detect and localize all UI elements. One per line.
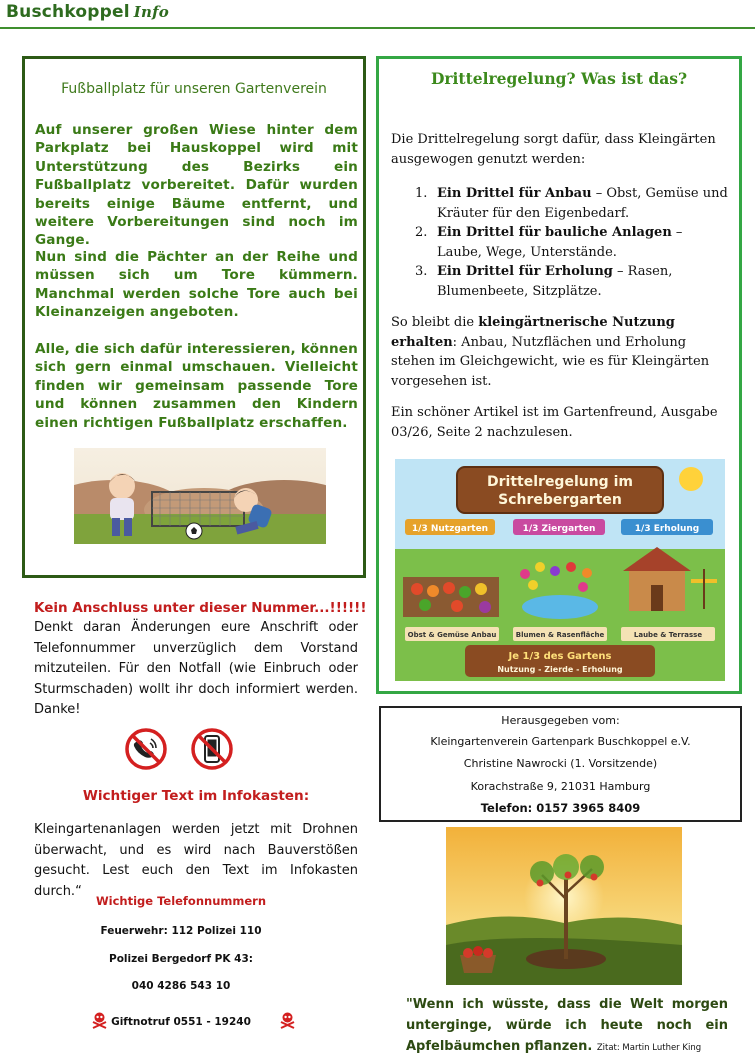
football-paragraph-1: Auf unserer großen Wiese hinter dem Parkplatz bei Hauskoppel wird mit Unterstützung des Bezirks ein Fußballplatz vorbereitet. Dafür wurden bereits einige Bäume entfernt, und weitere Vorbereitungen sind noch im Gange.	[35, 122, 358, 249]
list-item-text: – Laube, Wege, Unterstände.	[437, 225, 683, 260]
logo-suffix: Info	[133, 3, 169, 21]
infobox-heading: Wichtiger Text im Infokasten:	[82, 788, 310, 804]
quote-author: Zitat: Martin Luther King	[596, 1043, 702, 1053]
summary-suffix: : Anbau, Nutzflächen und Erholung stehen im Gleichgewicht, wie es für Kleingärten vorgesehen ist.	[391, 334, 710, 389]
phone-poison-control: Giftnotruf 0551 - 19240	[111, 1016, 251, 1028]
football-paragraph-3: Alle, die sich dafür interessieren, können sich gern einmal umschauen. Vielleicht finden wir gemeinsam passende Tore und können zusammen den Kindern einen richtigen Fußballplatz erschaffen.	[35, 341, 358, 431]
skull-crossbones-icon	[280, 1012, 295, 1029]
infobox-body: Kleingartenanlagen werden jetzt mit Drohnen überwacht, und es wird nach Bauverstößen gesucht. Lest euch den Text im Infokasten durch.“	[34, 822, 358, 899]
list-item	[391, 184, 729, 223]
no-mobile-phone-icon	[190, 727, 234, 771]
skull-crossbones-icon	[92, 1012, 107, 1029]
section-label-1: Obst & Gemüse Anbau	[407, 631, 497, 639]
football-kids-illustration	[74, 448, 326, 544]
list-item-number: 1.	[415, 186, 428, 201]
phone-police-label: Polizei Bergedorf PK 43:	[109, 953, 253, 965]
phone-numbers-heading: Wichtige Telefonnummern	[95, 894, 267, 908]
contact-alert-body: Denkt daran Änderungen eure Anschrift oder Telefonnummer unverzüglich dem Vorstand mitzuteilen. Für den Notfall (wie Einbruch oder Sturmschaden) wollt ihr doch informiert werden. Danke!	[34, 620, 358, 718]
ribbon-nutzgarten-label: 1/3 Nutzgarten	[411, 524, 489, 534]
header-divider	[0, 27, 755, 29]
newsletter-logo	[6, 2, 169, 22]
list-item-text: – Obst, Gemüse und Kräuter für den Eigenbedarf.	[437, 186, 728, 221]
list-item-bold: Ein Drittel für Anbau	[437, 186, 592, 201]
banner-line-1: Drittelregelung im	[487, 474, 633, 490]
list-item	[391, 262, 729, 301]
publisher-chair: Christine Nawrocki (1. Vorsitzende)	[463, 757, 658, 770]
vegetable-bed	[403, 577, 499, 617]
sun-icon	[679, 467, 703, 491]
drittelregelung-list	[391, 184, 729, 301]
apple-basket	[460, 946, 496, 973]
ribbon-erholung-label: 1/3 Erholung	[634, 524, 700, 534]
phone-police-number: 040 4286 543 10	[131, 980, 231, 992]
ribbon-ziergarten-label: 1/3 Ziergarten	[522, 524, 596, 534]
list-item-bold: Ein Drittel für Erholung	[437, 264, 613, 279]
publisher-phone: Telefon: 0157 3965 8409	[480, 801, 641, 815]
no-phone-call-icon	[124, 727, 168, 771]
banner-line-2: Schrebergarten	[498, 492, 622, 508]
publisher-address: Korachstraße 9, 21031 Hamburg	[470, 780, 651, 793]
drittelregelung-intro: Die Drittelregelung sorgt dafür, dass Kleingärten ausgewogen genutzt werden:	[391, 132, 716, 167]
list-item-number: 2.	[415, 225, 428, 240]
section-label-2: Blumen & Rasenfläche	[515, 631, 605, 639]
publisher-label: Herausgegeben vom:	[501, 714, 620, 727]
list-item	[391, 223, 729, 262]
publisher-box	[379, 706, 742, 822]
logo-text: Buschkoppel	[6, 2, 130, 22]
drittelregelung-summary	[391, 313, 729, 391]
quote-block	[406, 994, 728, 1059]
list-item-text: – Rasen, Blumenbeete, Sitzplätze.	[437, 264, 673, 299]
section-label-3: Laube & Terrasse	[633, 631, 703, 639]
bottom-banner-line-2: Nutzung - Zierde - Erholung	[497, 665, 623, 674]
football-article-title: Fußballplatz für unseren Gartenverein	[61, 81, 327, 97]
summary-prefix: So bleibt die	[391, 315, 479, 330]
apple-tree-illustration	[446, 827, 682, 985]
list-item-bold: Ein Drittel für bauliche Anlagen	[437, 225, 672, 240]
summary-bold: kleingärtnerische Nutzung erhalten	[391, 315, 675, 350]
drittelregelung-infographic	[395, 459, 725, 681]
football-ball	[186, 523, 202, 539]
list-item-number: 3.	[415, 264, 428, 279]
publisher-organization: Kleingartenverein Gartenpark Buschkoppel e.V.	[430, 735, 691, 748]
phone-emergency-line: Feuerwehr: 112 Polizei 110	[100, 925, 262, 937]
contact-alert-title: Kein Anschluss unter dieser Nummer...!!!!!!	[34, 600, 367, 616]
drittelregelung-title: Drittelregelung? Was ist das?	[430, 69, 688, 88]
quote-text: "Wenn ich wüsste, dass die Welt morgen unterginge, würde ich heute noch ein Apfelbäumchen pflanzen.	[406, 997, 728, 1054]
drittelregelung-reference: Ein schöner Artikel ist im Gartenfreund, Ausgabe 03/26, Seite 2 nachzulesen.	[391, 405, 718, 440]
bottom-banner-line-1: Je 1/3 des Gartens	[508, 651, 612, 662]
football-paragraph-2: Nun sind die Pächter an der Reihe und müssen sich um Tore kümmern. Manchmal werden solche Tore auch bei Kleinanzeigen angeboten.	[35, 249, 358, 321]
